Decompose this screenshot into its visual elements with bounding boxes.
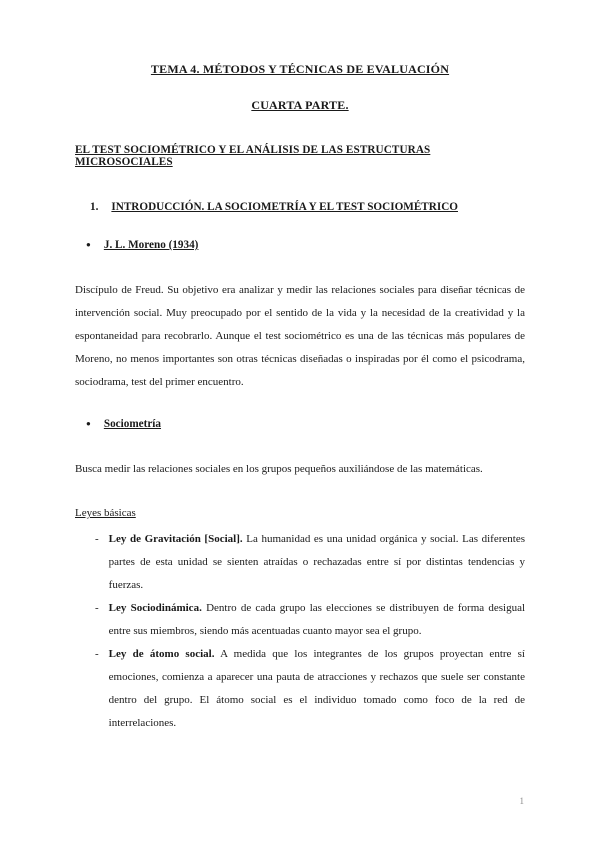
law-body: Dentro de cada grupo las elecciones se distribuyen de forma desigual entre sus miembros, siendo más acentuadas cuanto mayor sea el grupo. (108, 602, 526, 637)
bullet-icon: ● (86, 240, 91, 249)
bullet-item-sociometria (75, 418, 525, 430)
paragraph-sociometria: Busca medir las relaciones sociales en los grupos pequeños auxiliándose de las matemáticas. (75, 463, 483, 475)
law-item-atomo-social (75, 643, 525, 735)
bullet-label-sociometria: Sociometría (103, 418, 162, 430)
law-text (109, 528, 525, 597)
law-text (109, 597, 525, 643)
page-number: 1 (519, 796, 524, 806)
law-body: A medida que los integrantes de los grupos proyectan entre sí emociones, comienza a aparecer una pauta de atracciones y rechazos que suele ser constante dentro del grupo. El átomo social es el individuo tomado como foco de la red de interrelaciones. (108, 648, 525, 729)
laws-heading: Leyes básicas (75, 507, 136, 519)
law-lead: Ley de Gravitación [Social]. (108, 533, 243, 545)
law-lead: Ley Sociodinámica. (108, 602, 202, 614)
dash-marker: - (95, 602, 99, 614)
law-item-gravitacion (75, 528, 525, 597)
paragraph-moreno-bio: Discípulo de Freud. Su objetivo era analizar y medir las relaciones sociales para diseñar técnicas de intervención social. Muy preocupado por el sentido de la vida y la necesidad de la creatividad y la espontaneidad para recobrarlo. Aunque el test sociométrico es una de las técnicas más populares de Moreno, no menos importantes son otras técnicas diseñadas o inspiradas por él como el psicodrama, sociodrama, test del primer encuentro. (75, 284, 525, 388)
bullet-label-moreno: J. L. Moreno (1934) (103, 239, 199, 251)
section-heading: EL TEST SOCIOMÉTRICO Y EL ANÁLISIS DE LAS ESTRUCTURAS MICROSOCIALES (75, 144, 431, 168)
document-title-line1: TEMA 4. MÉTODOS Y TÉCNICAS DE EVALUACIÓN (150, 62, 450, 76)
dash-marker: - (95, 533, 99, 545)
heading-text: INTRODUCCIÓN. LA SOCIOMETRÍA Y EL TEST SOCIOMÉTRICO (111, 201, 458, 213)
dash-marker: - (95, 648, 99, 660)
numbered-heading-introduction (75, 201, 525, 213)
law-text (109, 643, 525, 735)
document-title-line2: CUARTA PARTE. (251, 98, 349, 112)
bullet-item-moreno (75, 239, 525, 251)
bullet-icon: ● (86, 419, 91, 428)
heading-number: 1. (90, 201, 99, 213)
law-lead: Ley de átomo social. (108, 648, 215, 660)
law-body: La humanidad es una unidad orgánica y social. Las diferentes partes de esta unidad se sienten atraídas o rechazadas entre sí por distintas tendencias y fuerzas. (108, 533, 525, 591)
law-item-sociodinamica (75, 597, 525, 643)
